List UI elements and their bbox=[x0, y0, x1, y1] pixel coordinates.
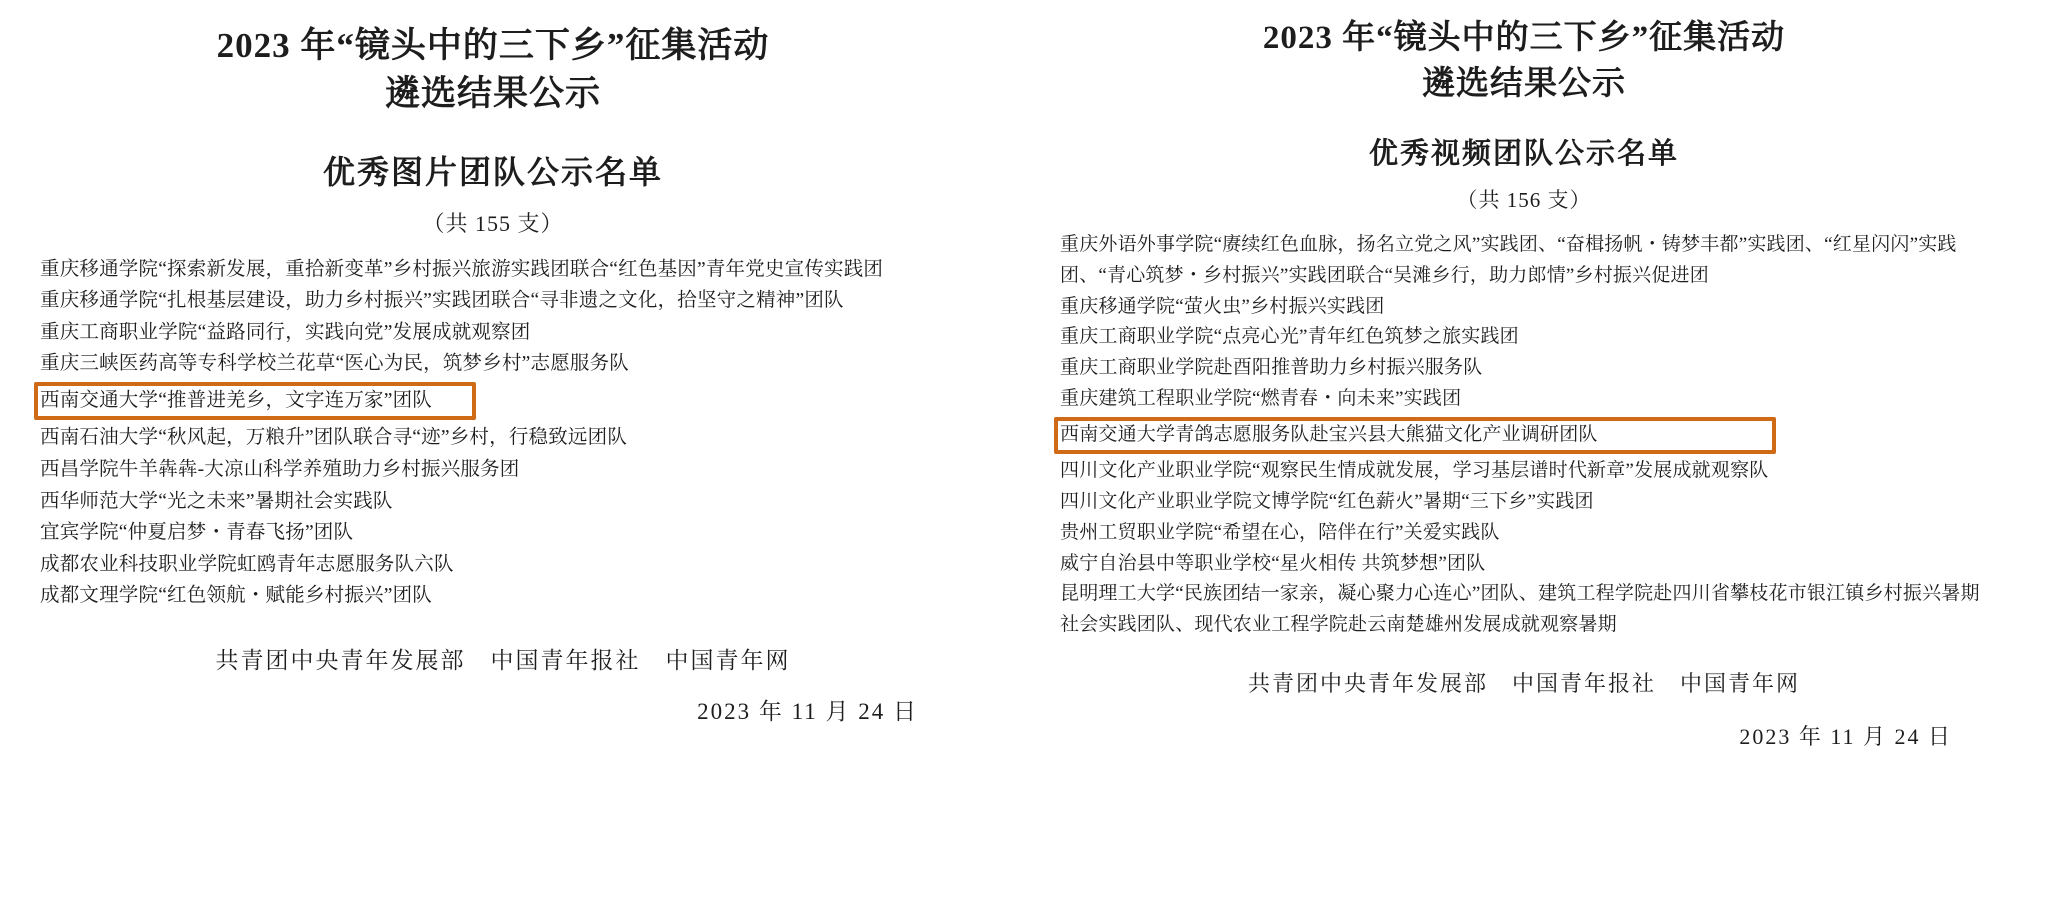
list-item: 昆明理工大学“民族团结一家亲，凝心聚力心连心”团队、建筑工程学院赴四川省攀枝花市银江镇乡村振兴暑期社会实践团队、现代农业工程学院赴云南楚雄州发展成就观察暑期 bbox=[1060, 583, 1980, 636]
left-footer-date: 2023 年 11 月 24 日 bbox=[697, 698, 918, 724]
right-title-line-1: 2023 年“镜头中的三下乡”征集活动 bbox=[1262, 20, 1786, 56]
list-item: 西南石油大学“秋风起，万粮升”团队联合寻“迹”乡村，行稳致远团队 bbox=[40, 427, 628, 449]
highlight-box: 西南交通大学青鸽志愿服务队赴宝兴县大熊猫文化产业调研团队 bbox=[1054, 417, 1776, 455]
right-footer-date: 2023 年 11 月 24 日 bbox=[1739, 724, 1952, 750]
left-title-line-1: 2023 年“镜头中的三下乡”征集活动 bbox=[216, 26, 770, 65]
list-item: 重庆工商职业学院“益路同行，实践向党”发展成就观察团 bbox=[40, 321, 531, 343]
highlight-box: 西南交通大学“推普进羌乡，文字连万家”团队 bbox=[34, 382, 476, 421]
notice-left-panel bbox=[0, 0, 1000, 919]
list-item: 重庆建筑工程职业学院“燃青春・向未来”实践团 bbox=[1060, 387, 1462, 409]
left-section-title: 优秀图片团队公示名单 bbox=[322, 153, 663, 190]
left-team-list bbox=[40, 254, 946, 612]
right-footer-organizations: 共青团中央青年发展部 中国青年报社 中国青年网 bbox=[1247, 671, 1800, 697]
left-footer-organizations: 共青团中央青年发展部 中国青年报社 中国青年网 bbox=[215, 647, 791, 673]
left-title-line-2: 遴选结果公示 bbox=[384, 74, 601, 114]
left-footer bbox=[40, 642, 946, 726]
left-document-title bbox=[40, 22, 946, 119]
right-count-text: （共 156 支） bbox=[1456, 188, 1592, 213]
list-item: 重庆工商职业学院“点亮心光”青年红色筑梦之旅实践团 bbox=[1060, 326, 1519, 348]
list-item: 重庆工商职业学院赴酉阳推普助力乡村振兴服务队 bbox=[1060, 357, 1483, 379]
list-item: 西华师范大学“光之未来”暑期社会实践队 bbox=[40, 490, 393, 512]
list-item: 四川文化产业职业学院文博学院“红色薪火”暑期“三下乡”实践团 bbox=[1060, 491, 1594, 513]
right-team-list bbox=[1060, 230, 1988, 641]
right-footer bbox=[1060, 667, 1988, 751]
list-item: 重庆移通学院“萤火虫”乡村振兴实践团 bbox=[1060, 295, 1385, 317]
list-item: 重庆移通学院“探索新发展，重拾新变革”乡村振兴旅游实践团联合“红色基因”青年党史宣传实践团 bbox=[40, 258, 884, 280]
left-count-text: （共 155 支） bbox=[422, 210, 564, 236]
highlighted-list-item bbox=[1060, 415, 1776, 457]
right-title-line-2: 遴选结果公示 bbox=[1422, 65, 1626, 102]
list-item: 威宁自治县中等职业学校“星火相传 共筑梦想”团队 bbox=[1060, 552, 1486, 574]
list-item: 西昌学院牛羊犇犇-大凉山科学养殖助力乡村振兴服务团 bbox=[40, 459, 520, 481]
list-item: 重庆移通学院“扎根基层建设，助力乡村振兴”实践团联合“寻非遗之文化，拾坚守之精神”团队 bbox=[40, 290, 844, 312]
list-item: 成都文理学院“红色领航・赋能乡村振兴”团队 bbox=[40, 585, 433, 607]
notice-right-panel bbox=[1000, 0, 2048, 919]
list-item: 四川文化产业职业学院“观察民生情成就发展，学习基层谱时代新章”发展成就观察队 bbox=[1060, 460, 1769, 482]
right-document-title bbox=[1060, 16, 1988, 107]
list-item: 重庆外语外事学院“赓续红色血脉，扬名立党之风”实践团、“奋楫扬帆・铸梦丰都”实践团、“红星闪闪”实践团、“青心筑梦・乡村振兴”实践团联合“吴滩乡行，助力郎情”乡村振兴促进团 bbox=[1060, 234, 1957, 286]
right-section-title: 优秀视频团队公示名单 bbox=[1368, 138, 1679, 171]
list-item: 成都农业科技职业学院虹鸥青年志愿服务队六队 bbox=[40, 553, 454, 575]
list-item: 贵州工贸职业学院“希望在心，陪伴在行”关爱实践队 bbox=[1060, 521, 1500, 543]
list-item: 宜宾学院“仲夏启梦・青春飞扬”团队 bbox=[40, 522, 354, 544]
list-item: 重庆三峡医药高等专科学校兰花草“医心为民，筑梦乡村”志愿服务队 bbox=[40, 353, 630, 375]
highlighted-list-item bbox=[40, 380, 476, 423]
